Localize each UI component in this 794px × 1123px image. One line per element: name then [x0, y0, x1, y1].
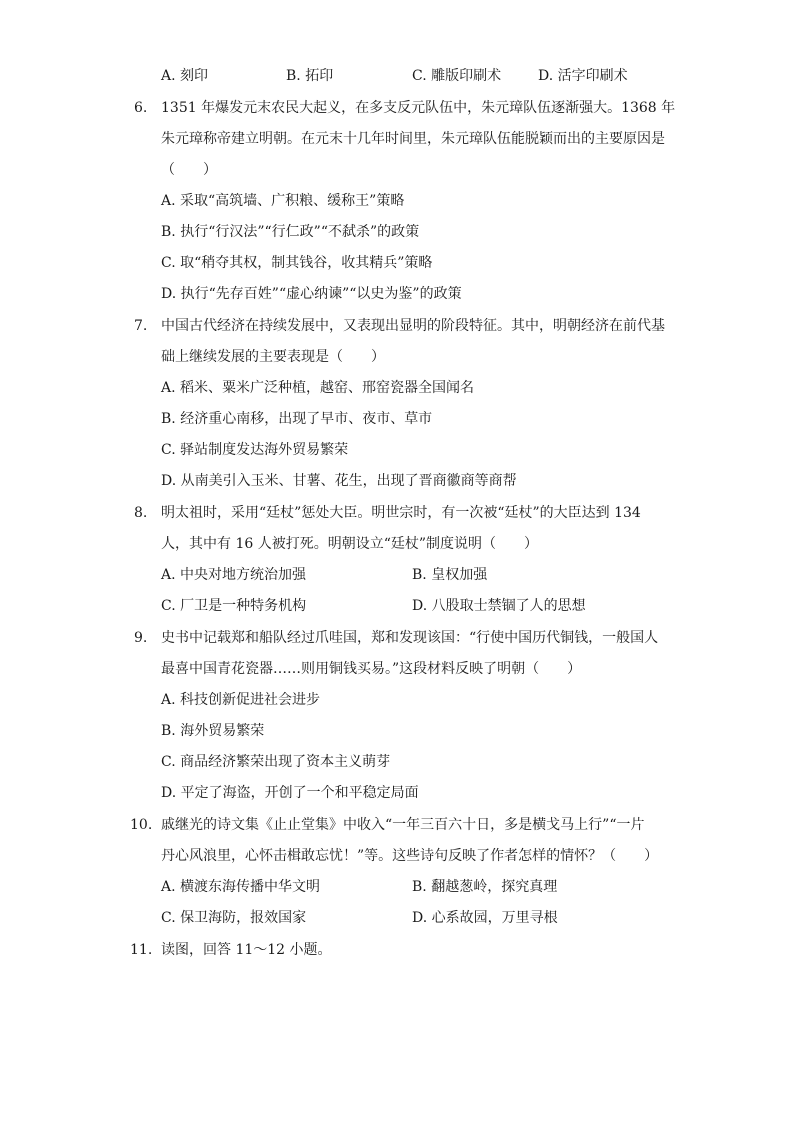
q10-option-d: D. 心系故园，万里寻根 [412, 910, 558, 926]
q9-option-a: A. 科技创新促进社会进步 [161, 692, 321, 708]
q8-option-b: B. 皇权加强 [412, 567, 488, 583]
question-number: 9. [134, 630, 148, 646]
q9-option-c: C. 商品经济繁荣出现了资本主义萌芽 [161, 754, 391, 770]
question-stem-line: 读图，回答 11～12 小题。 [161, 942, 332, 958]
question-stem-line: 戚继光的诗文集《止止堂集》中收入“一年三百六十日，多是横戈马上行”“一片 [161, 817, 645, 833]
question-stem-line: 最喜中国青花瓷器……则用铜钱买易。”这段材料反映了明朝（ ） [161, 661, 582, 677]
q7-option-d: D. 从南美引入玉米、甘薯、花生，出现了晋商徽商等商帮 [161, 473, 517, 489]
question-number: 7. [134, 318, 148, 334]
question-stem-line: 中国古代经济在持续发展中，又表现出显明的阶段特征。其中，明朝经济在前代基 [161, 318, 665, 334]
q6-option-c: C. 取“稍夺其权，制其钱谷，收其精兵”策略 [161, 255, 433, 271]
q6-option-a: A. 采取“高筑墙、广积粮、缓称王”策略 [161, 193, 405, 209]
q5-option-a: A. 刻印 [161, 68, 209, 84]
question-stem-line: 明太祖时，采用“廷杖”惩处大臣。明世宗时，有一次被“廷杖”的大臣达到 134 [161, 505, 641, 521]
question-stem-line: 1351 年爆发元末农民大起义，在多支反元队伍中，朱元璋队伍逐渐强大。1368 年 [161, 100, 676, 116]
question-stem-line: 人，其中有 16 人被打死。明朝设立“廷杖”制度说明（ ） [161, 536, 539, 552]
question-number: 11. [130, 942, 153, 958]
q7-option-c: C. 驿站制度发达海外贸易繁荣 [161, 442, 349, 458]
q7-option-b: B. 经济重心南移，出现了早市、夜市、草市 [161, 411, 433, 427]
question-stem-line: 史书中记载郑和船队经过爪哇国，郑和发现该国：“行使中国历代铜钱，一般国人 [161, 630, 659, 646]
q6-option-d: D. 执行“先存百姓”“虚心纳谏”“以史为鉴”的政策 [161, 286, 462, 302]
q8-option-c: C. 厂卫是一种特务机构 [161, 598, 307, 614]
question-stem-line: 丹心风浪里，心怀击楫敢忘忧！”等。这些诗句反映了作者怎样的情怀？（ ） [161, 848, 659, 864]
q9-option-d: D. 平定了海盗，开创了一个和平稳定局面 [161, 785, 419, 801]
question-stem-line: （ ） [161, 162, 217, 178]
q10-option-c: C. 保卫海防，报效国家 [161, 910, 307, 926]
q10-option-a: A. 横渡东海传播中华文明 [161, 879, 321, 895]
question-number: 10. [130, 817, 153, 833]
q10-option-b: B. 翻越葱岭，探究真理 [412, 879, 558, 895]
question-stem-line: 础上继续发展的主要表现是（ ） [161, 349, 385, 365]
question-number: 6. [134, 100, 148, 116]
q5-option-c: C. 雕版印刷术 [412, 68, 502, 84]
question-stem-line: 朱元璋称帝建立明朝。在元末十几年时间里，朱元璋队伍能脱颖而出的主要原因是 [161, 131, 665, 147]
q9-option-b: B. 海外贸易繁荣 [161, 723, 265, 739]
q7-option-a: A. 稻米、粟米广泛种植，越窑、邢窑瓷器全国闻名 [161, 380, 475, 396]
q5-option-b: B. 拓印 [286, 68, 334, 84]
q8-option-a: A. 中央对地方统治加强 [161, 567, 307, 583]
question-number: 8. [134, 505, 148, 521]
q5-option-d: D. 活字印刷术 [538, 68, 628, 84]
q6-option-b: B. 执行“行汉法”“行仁政”“不弑杀”的政策 [161, 224, 420, 240]
q8-option-d: D. 八股取士禁锢了人的思想 [412, 598, 586, 614]
